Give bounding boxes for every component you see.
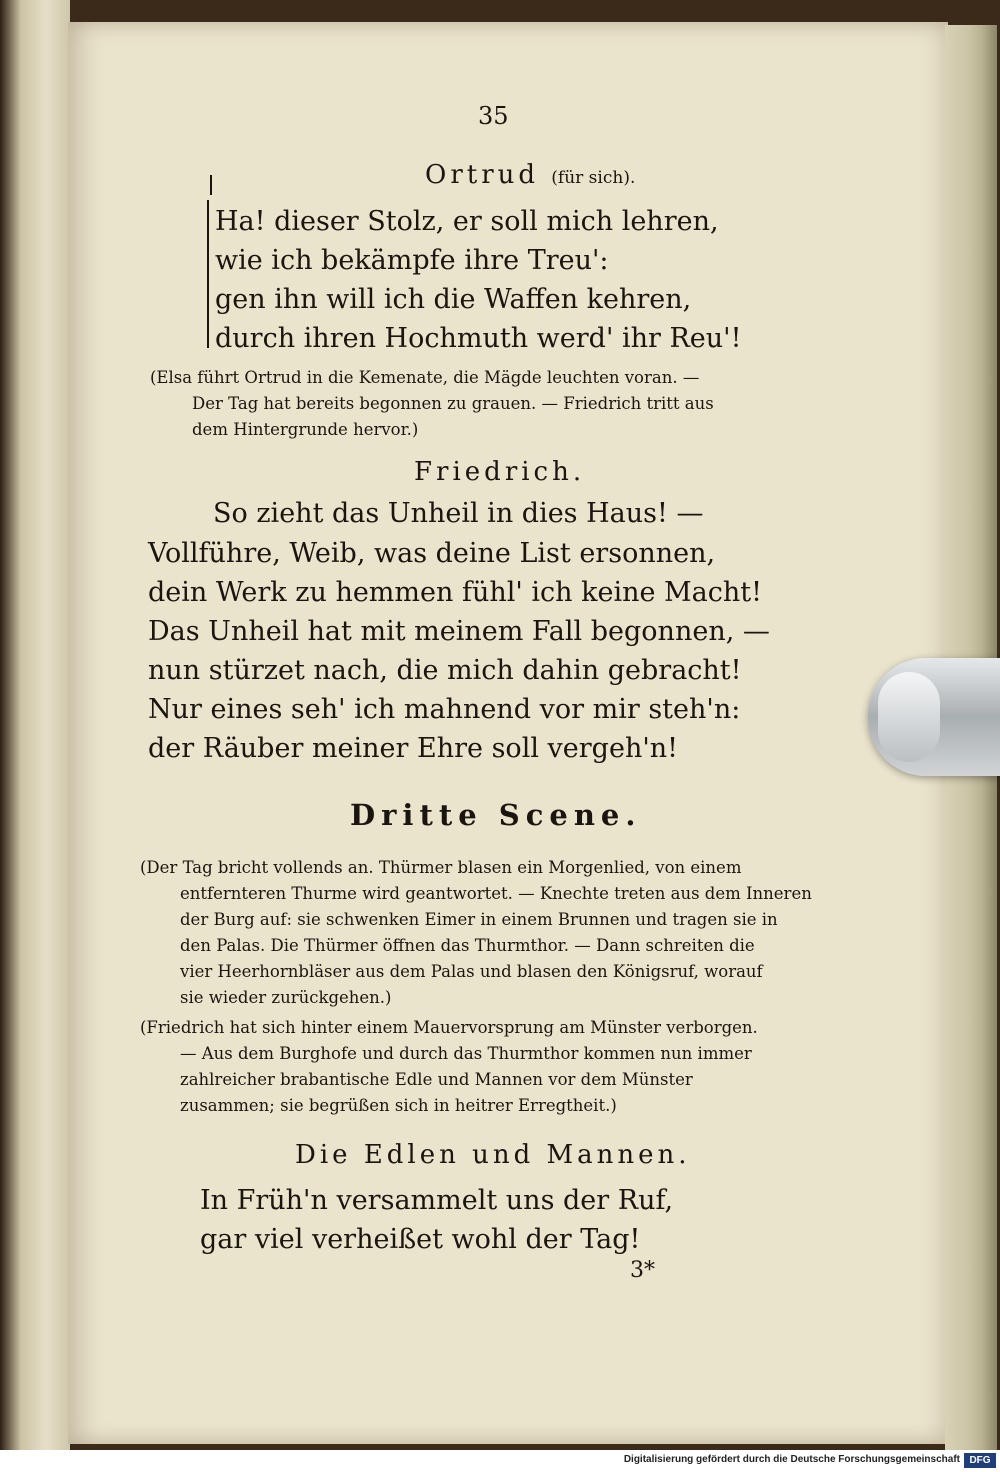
stage-direction-line: den Palas. Die Thürmer öffnen das Thurmthor. — Dann schreiten die — [180, 936, 755, 955]
left-page-edge — [0, 0, 70, 1450]
page-number: 35 — [478, 102, 509, 130]
verse-bracket — [207, 200, 215, 348]
verse-line: In Früh'n versammelt uns der Ruf, — [200, 1185, 674, 1216]
stage-direction-line: sie wieder zurückgehen.) — [180, 988, 392, 1007]
verse-line: durch ihren Hochmuth werd' ihr Reu'! — [215, 323, 742, 354]
stage-direction-line: Der Tag hat bereits begonnen zu grauen. — Friedrich tritt aus — [192, 394, 714, 413]
page-clip — [868, 658, 1000, 776]
verse-line: dein Werk zu hemmen fühl' ich keine Macht! — [148, 577, 762, 608]
stage-direction-line: dem Hintergrunde hervor.) — [192, 420, 419, 439]
speaker-friedrich: Friedrich. — [414, 457, 586, 487]
speaker-note: (für sich). — [551, 168, 636, 188]
scene-heading: Dritte Scene. — [350, 798, 642, 832]
verse-line: So zieht das Unheil in dies Haus! — — [213, 498, 704, 529]
verse-line: Vollführe, Weib, was deine List ersonnen, — [148, 538, 716, 569]
verse-line: gen ihn will ich die Waffen kehren, — [215, 284, 692, 315]
verse-line: nun stürzet nach, die mich dahin gebracht! — [148, 655, 742, 686]
verse-bracket-top — [210, 175, 212, 195]
footer-bar — [0, 1450, 1000, 1472]
verse-line: Nur eines seh' ich mahnend vor mir steh'n: — [148, 694, 741, 725]
stage-direction-line: (Der Tag bricht vollends an. Thürmer blasen ein Morgenlied, von einem — [140, 858, 742, 877]
verse-line: Das Unheil hat mit meinem Fall begonnen, — — [148, 616, 770, 647]
dfg-logo: DFG — [964, 1453, 996, 1468]
verse-line: gar viel verheißet wohl der Tag! — [200, 1224, 641, 1255]
stage-direction-line: zahlreicher brabantische Edle und Mannen vor dem Münster — [180, 1070, 693, 1089]
verse-line: wie ich bekämpfe ihre Treu': — [215, 245, 609, 276]
stage-direction-line: (Elsa führt Ortrud in die Kemenate, die Mägde leuchten voran. — — [150, 368, 700, 387]
stage-direction-line: vier Heerhornbläser aus dem Palas und blasen den Königsruf, worauf — [180, 962, 763, 981]
footer-credit: Digitalisierung gefördert durch die Deutsche Forschungsgemeinschaft — [623, 1454, 960, 1465]
verse-line: Ha! dieser Stolz, er soll mich lehren, — [215, 206, 719, 237]
stage-direction-line: zusammen; sie begrüßen sich in heitrer Erregtheit.) — [180, 1096, 617, 1115]
stage-direction-line: (Friedrich hat sich hinter einem Mauervorsprung am Münster verborgen. — [140, 1018, 758, 1037]
stage-direction-line: der Burg auf: sie schwenken Eimer in einem Brunnen und tragen sie in — [180, 910, 778, 929]
verse-line: der Räuber meiner Ehre soll vergeh'n! — [148, 733, 678, 764]
stage-direction-line: entfernteren Thurme wird geantwortet. — Knechte treten aus dem Inneren — [180, 884, 812, 903]
speaker-ortrud — [425, 160, 635, 190]
signature-mark: 3* — [630, 1258, 655, 1283]
speaker-name: Ortrud — [425, 160, 540, 190]
stage-direction-line: — Aus dem Burghofe und durch das Thurmthor kommen nun immer — [180, 1044, 752, 1063]
speaker-edlen-und-mannen: Die Edlen und Mannen. — [295, 1140, 691, 1170]
